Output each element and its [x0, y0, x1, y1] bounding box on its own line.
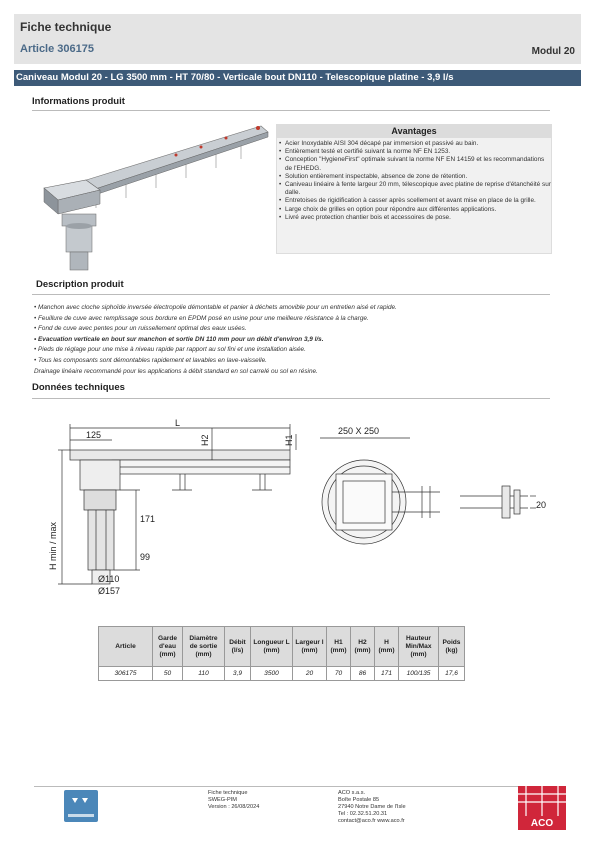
dim-L: L [175, 418, 181, 428]
aco-egress-logo [64, 790, 98, 822]
advantage-item: • Caniveau linéaire à fente largeur 20 mm, télescopique avec platine de reprise d'étanchéité sur dalle. [279, 181, 551, 197]
table-row [99, 667, 465, 681]
advantage-item: • Livré avec protection chantier bois et accessoires de pose. [279, 214, 551, 222]
advantages-heading: Avantages [276, 124, 552, 138]
description-item: • Fond de cuve avec pentes pour un ruissellement optimal des eaux usées. [34, 325, 247, 333]
table-cell: 100/135 [399, 667, 439, 681]
product-image [36, 120, 276, 280]
product-title: Caniveau Modul 20 - LG 3500 mm - HT 70/80 - Verticale bout DN110 - Telescopique platine - 3,9 l/s [14, 70, 581, 86]
footer-company-info: ACO s.a.s. Boîte Postale 85 27940 Notre Dame de l'Isle Tel : 02.32.51.20.31 contact@aco.fr www.aco.fr [338, 790, 406, 824]
footer-divider [34, 786, 560, 787]
advantage-item: • Acier Inoxydable AISI 304 décapé par immersion et passivé au bain. [279, 140, 551, 148]
table-cell: 20 [293, 667, 327, 681]
table-cell: 50 [153, 667, 183, 681]
table-header: Longueur L (mm) [251, 627, 293, 667]
advantage-item: • Conception "HygieneFirst" optimale suivant la norme NF EN 14159 et les recommandations de l'EHEDG. [279, 156, 551, 172]
table-header: Hauteur Min/Max (mm) [399, 627, 439, 667]
doc-type: Fiche technique [20, 20, 112, 34]
table-cell: 171 [375, 667, 399, 681]
table-header: Largeur l (mm) [293, 627, 327, 667]
table-cell: 3,9 [225, 667, 251, 681]
description-item: • Tous les composants sont démontables rapidement et lavables en lave-vaisselle. [34, 356, 267, 364]
aco-logo [518, 786, 566, 830]
divider [32, 398, 550, 399]
table-header: Article [99, 627, 153, 667]
table-header: Garde d'eau (mm) [153, 627, 183, 667]
table-cell: 110 [183, 667, 225, 681]
svg-text:ACO: ACO [530, 818, 554, 829]
table-header: Diamètre de sortie (mm) [183, 627, 225, 667]
advantage-item: • Large choix de grilles en option pour répondre aux différentes applications. [279, 206, 551, 214]
article-number: Article 306175 [20, 43, 94, 55]
table-cell: 3500 [251, 667, 293, 681]
description-list [34, 303, 554, 377]
footer-doc-info: Fiche technique SWEG-PIM Version : 26/08/2024 [208, 790, 260, 810]
technical-drawing [40, 410, 560, 610]
advantage-item: • Solution entièrement inspectable, absence de zone de rétention. [279, 173, 551, 181]
table-header: H (mm) [375, 627, 399, 667]
table-cell: 306175 [99, 667, 153, 681]
dim-H-min-max: H min / max [48, 521, 58, 570]
table-cell: 17,6 [439, 667, 465, 681]
dim-20: 20 [536, 500, 547, 510]
divider [32, 294, 550, 295]
dim-H2: H2 [200, 434, 210, 446]
table-cell: 86 [351, 667, 375, 681]
advantage-item: • Entretoises de rigidification à casser après scellement et avant mise en place de la grille. [279, 197, 551, 205]
dim-125: 125 [86, 430, 102, 440]
advantages-list [279, 140, 551, 222]
advantage-item: • Entièrement testé et certifié suivant la norme NF EN 1253. [279, 148, 551, 156]
dim-110: Ø110 [98, 574, 120, 584]
dim-99: 99 [140, 552, 151, 562]
spec-table [98, 626, 465, 681]
description-item: Drainage linéaire recommandé pour les applications à débit standard en sol carrelé ou sol en résine. [34, 367, 318, 375]
description-item: • Manchon avec cloche siphoïde inversée électropolie démontable et panier à déchets amovible pour un entretien aisé et rapide. [34, 304, 397, 311]
section-info: Informations produit [32, 96, 125, 107]
description-item: • Feuillure de cuve avec remplissage sous bordure en EPDM posé en usine pour une meilleure résistance à la charge. [34, 314, 369, 322]
dim-250: 250 X 250 [338, 426, 380, 436]
section-description: Description produit [36, 279, 124, 290]
table-header: Débit (l/s) [225, 627, 251, 667]
divider [32, 110, 550, 111]
dim-157: Ø157 [98, 586, 121, 596]
table-header: Poids (kg) [439, 627, 465, 667]
dim-H1: H1 [284, 434, 294, 446]
section-data: Données techniques [32, 382, 125, 393]
description-item: • Pieds de réglage pour une mise à niveau rapide par rapport au sol fini et une installation aisée. [34, 346, 306, 354]
dim-171: 171 [140, 514, 156, 524]
table-cell: 70 [327, 667, 351, 681]
description-item: • Evacuation verticale en bout sur manchon et sortie DN 110 mm pour un débit d'environ 3,9 l/s. [34, 335, 324, 343]
table-header: H2 (mm) [351, 627, 375, 667]
modul-label: Modul 20 [531, 46, 575, 57]
table-header: H1 (mm) [327, 627, 351, 667]
